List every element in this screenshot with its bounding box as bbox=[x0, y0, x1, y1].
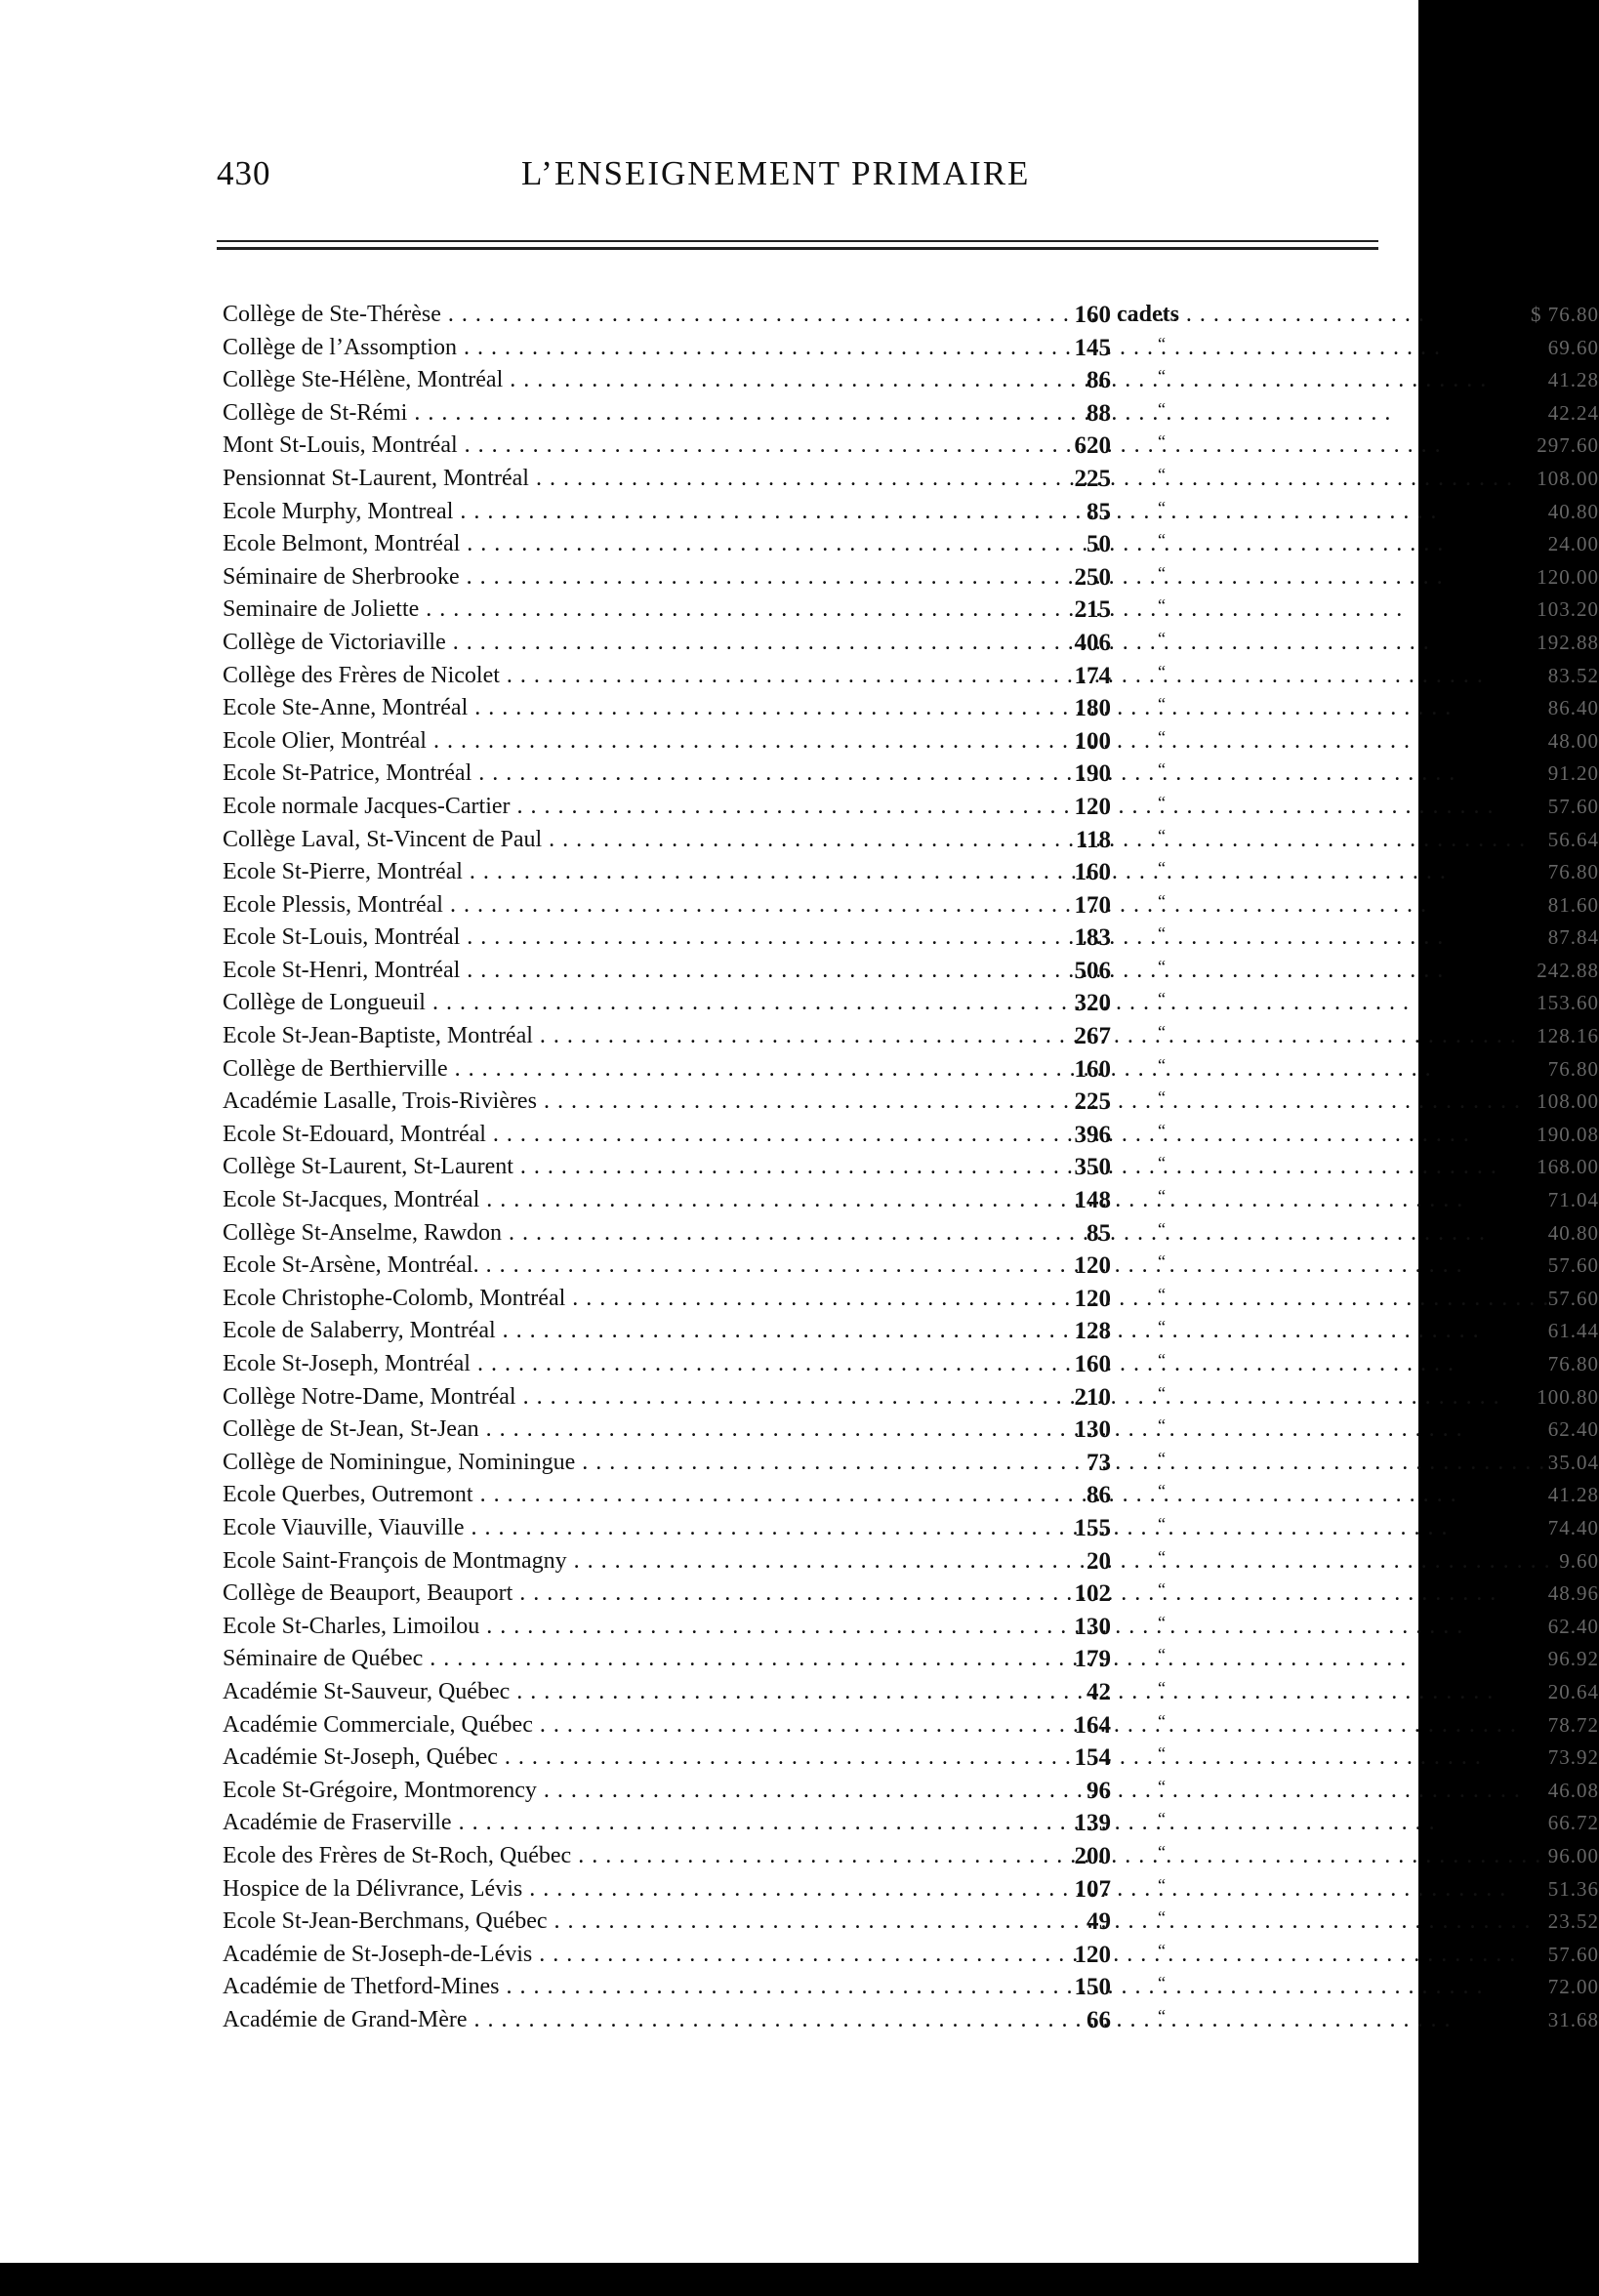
institution-name: Ecole Murphy, Montreal . . . bbox=[223, 496, 974, 529]
list-item bbox=[223, 1971, 1599, 2004]
unit-label: “ bbox=[1158, 1218, 1166, 1239]
unit-label: “ bbox=[1158, 1481, 1166, 1501]
amount: 41.28 bbox=[1547, 368, 1599, 392]
amount: 81.60 bbox=[1547, 892, 1599, 917]
institution-name: Académie de Fraserville . . . bbox=[223, 1807, 974, 1840]
institution-name: Séminaire de Sherbrooke . . . bbox=[223, 561, 974, 594]
amount: 96.00 bbox=[1547, 1843, 1599, 1867]
list-item bbox=[223, 1053, 1599, 1086]
unit-label: “ bbox=[1158, 1087, 1166, 1108]
amount: $ 76.80 bbox=[1531, 303, 1599, 326]
amount: 128.16 bbox=[1537, 1024, 1599, 1048]
list-item bbox=[223, 758, 1599, 791]
institution-name: Ecole St-Louis, Montréal . . . bbox=[223, 922, 974, 955]
running-title: L’ENSEIGNEMENT PRIMAIRE bbox=[521, 154, 1031, 192]
amount: 103.20 bbox=[1537, 597, 1599, 622]
unit-label: “ bbox=[1158, 1546, 1166, 1567]
cadet-count: 86 bbox=[1086, 367, 1111, 394]
institution-name: Ecole Belmont, Montréal . . . bbox=[223, 528, 974, 561]
cadet-count: 85 bbox=[1086, 1219, 1111, 1247]
cadet-count: 107 bbox=[1074, 1875, 1111, 1903]
institution-name: Ecole Querbes, Outremont . . . bbox=[223, 1479, 974, 1512]
list-item bbox=[223, 1315, 1599, 1348]
amount: 71.04 bbox=[1547, 1188, 1599, 1212]
cadet-count: 506 bbox=[1074, 957, 1111, 984]
unit-label: “ bbox=[1158, 366, 1166, 387]
unit-label: “ bbox=[1158, 923, 1166, 944]
institution-name: Académie de Grand-Mère . . . bbox=[223, 2004, 974, 2037]
cadet-count: 215 bbox=[1074, 596, 1111, 624]
amount: 56.64 bbox=[1547, 827, 1599, 851]
list-item bbox=[223, 1086, 1599, 1119]
cadet-count: 154 bbox=[1074, 1744, 1111, 1772]
cadet-count: 150 bbox=[1074, 1974, 1111, 2001]
list-item bbox=[223, 1119, 1599, 1152]
unit-label: “ bbox=[1158, 1776, 1166, 1796]
cadet-count: 73 bbox=[1086, 1449, 1111, 1476]
unit-label: “ bbox=[1158, 1907, 1166, 1928]
list-item bbox=[223, 1939, 1599, 1972]
amount: 91.20 bbox=[1547, 761, 1599, 786]
amount: 51.36 bbox=[1547, 1876, 1599, 1901]
amount: 108.00 bbox=[1537, 466, 1599, 490]
cadet-count: 118 bbox=[1075, 826, 1111, 853]
amount: 62.40 bbox=[1547, 1417, 1599, 1442]
amount: 57.60 bbox=[1547, 1942, 1599, 1966]
unit-label: “ bbox=[1158, 792, 1166, 812]
institution-name: Collège des Frères de Nicolet . . . bbox=[223, 660, 974, 693]
list-item bbox=[223, 2004, 1599, 2037]
cadet-count: 100 bbox=[1074, 727, 1111, 755]
cadet-count: 148 bbox=[1074, 1187, 1111, 1214]
list-item bbox=[223, 1742, 1599, 1775]
institution-name: Collège de St-Rémi . . . bbox=[223, 397, 974, 430]
amount: 76.80 bbox=[1547, 860, 1599, 884]
cadet-count: 267 bbox=[1074, 1023, 1111, 1050]
list-item bbox=[223, 364, 1599, 397]
institution-name: Pensionnat St-Laurent, Montréal . . . bbox=[223, 463, 974, 496]
list-item bbox=[223, 1283, 1599, 1316]
cadet-count: 49 bbox=[1086, 1908, 1111, 1936]
list-item bbox=[223, 430, 1599, 463]
list-item bbox=[223, 791, 1599, 824]
amount: 66.72 bbox=[1547, 1811, 1599, 1835]
cadet-count: 66 bbox=[1086, 2006, 1111, 2033]
amount: 69.60 bbox=[1547, 335, 1599, 359]
institution-name: Collège Notre-Dame, Montréal . . . bbox=[223, 1381, 974, 1414]
cadet-count: 42 bbox=[1086, 1678, 1111, 1705]
unit-label: “ bbox=[1158, 858, 1166, 879]
list-item bbox=[223, 397, 1599, 430]
cadet-count: 179 bbox=[1074, 1646, 1111, 1673]
amount: 74.40 bbox=[1547, 1515, 1599, 1539]
unit-label: “ bbox=[1158, 825, 1166, 845]
institution-name: Ecole St-Jacques, Montréal . . . bbox=[223, 1184, 974, 1217]
unit-label: “ bbox=[1158, 726, 1166, 747]
cadet-count: 225 bbox=[1074, 465, 1111, 492]
list-item bbox=[223, 987, 1599, 1020]
institution-name: Académie St-Joseph, Québec . . . bbox=[223, 1742, 974, 1775]
cadet-count: 170 bbox=[1074, 891, 1111, 919]
cadet-count: 155 bbox=[1074, 1514, 1111, 1541]
institution-name: Ecole St-Patrice, Montréal . . . bbox=[223, 758, 974, 791]
institution-name: Ecole Christophe-Colomb, Montréal . . . bbox=[223, 1283, 974, 1316]
amount: 120.00 bbox=[1537, 564, 1599, 589]
cadet-count: 160 bbox=[1074, 1055, 1111, 1083]
unit-label: “ bbox=[1158, 1940, 1166, 1960]
institution-name: Collège de Victoriaville . . . bbox=[223, 627, 974, 660]
unit-label: “ bbox=[1158, 431, 1166, 452]
unit-label: “ bbox=[1158, 1415, 1166, 1436]
cadet-count: 128 bbox=[1074, 1318, 1111, 1345]
institution-name: Académie de St-Joseph-de-Lévis . . . bbox=[223, 1939, 974, 1972]
unit-label: “ bbox=[1158, 562, 1166, 583]
cadet-count: 320 bbox=[1074, 990, 1111, 1017]
institution-name: Ecole St-Charles, Limoilou . . . bbox=[223, 1611, 974, 1644]
list-item bbox=[223, 1348, 1599, 1381]
cadet-count: 86 bbox=[1086, 1482, 1111, 1509]
unit-label: “ bbox=[1158, 1186, 1166, 1207]
cadet-count: 620 bbox=[1074, 432, 1111, 460]
cadet-count: 120 bbox=[1074, 1285, 1111, 1312]
list-item bbox=[223, 1840, 1599, 1873]
amount: 192.88 bbox=[1537, 630, 1599, 654]
institution-name: Ecole St-Pierre, Montréal . . . bbox=[223, 856, 974, 889]
institution-name: Collège St-Anselme, Rawdon . . . bbox=[223, 1217, 974, 1250]
cadet-count: 160 bbox=[1074, 859, 1111, 886]
cadet-count: 130 bbox=[1074, 1416, 1111, 1444]
institution-name: Collège de St-Jean, St-Jean . . . bbox=[223, 1414, 974, 1447]
list-item bbox=[223, 922, 1599, 955]
amount: 83.52 bbox=[1547, 663, 1599, 687]
unit-label: “ bbox=[1158, 956, 1166, 976]
list-item bbox=[223, 1545, 1599, 1578]
cadet-count: 130 bbox=[1074, 1613, 1111, 1640]
unit-label: “ bbox=[1158, 1841, 1166, 1862]
list-item bbox=[223, 1676, 1599, 1709]
unit-label: “ bbox=[1158, 1054, 1166, 1075]
unit-label: “ bbox=[1158, 1022, 1166, 1043]
list-item bbox=[223, 1447, 1599, 1480]
cadet-count: 210 bbox=[1074, 1383, 1111, 1411]
amount: 40.80 bbox=[1547, 1220, 1599, 1245]
list-item bbox=[223, 496, 1599, 529]
cadet-count: 20 bbox=[1086, 1547, 1111, 1575]
institution-name: Ecole Ste-Anne, Montréal . . . bbox=[223, 692, 974, 725]
unit-label: “ bbox=[1158, 464, 1166, 484]
cadet-count: 120 bbox=[1074, 793, 1111, 820]
unit-label: “ bbox=[1158, 333, 1166, 353]
institution-name: Séminaire de Québec . . . bbox=[223, 1643, 974, 1676]
institution-name: Ecole St-Joseph, Montréal . . . bbox=[223, 1348, 974, 1381]
institution-list bbox=[223, 299, 1599, 2036]
unit-label: “ bbox=[1158, 1973, 1166, 1993]
list-item bbox=[223, 1184, 1599, 1217]
institution-name: Collège de Berthierville . . . bbox=[223, 1053, 974, 1086]
amount: 20.64 bbox=[1547, 1679, 1599, 1703]
list-item bbox=[223, 299, 1599, 332]
amount: 78.72 bbox=[1547, 1712, 1599, 1737]
unit-label: “ bbox=[1158, 1251, 1166, 1272]
unit-label: “ bbox=[1158, 694, 1166, 715]
list-item bbox=[223, 1775, 1599, 1808]
unit-label: “ bbox=[1158, 628, 1166, 648]
institution-name: Académie St-Sauveur, Québec . . . bbox=[223, 1676, 974, 1709]
unit-label: “ bbox=[1158, 1382, 1166, 1403]
unit-label: cadets bbox=[1117, 302, 1179, 327]
institution-name: Ecole normale Jacques-Cartier . . . bbox=[223, 791, 974, 824]
institution-name: Collège de l’Assomption . . . bbox=[223, 332, 974, 365]
list-item bbox=[223, 1906, 1599, 1939]
amount: 242.88 bbox=[1537, 958, 1599, 982]
institution-name: Ecole Olier, Montréal . . . bbox=[223, 725, 974, 758]
cadet-count: 139 bbox=[1074, 1810, 1111, 1837]
institution-name: Collège de Longueuil . . . bbox=[223, 987, 974, 1020]
amount: 23.52 bbox=[1547, 1909, 1599, 1934]
list-item bbox=[223, 561, 1599, 594]
amount: 42.24 bbox=[1547, 400, 1599, 425]
list-item bbox=[223, 725, 1599, 758]
cadet-count: 190 bbox=[1074, 760, 1111, 788]
unit-label: “ bbox=[1158, 2005, 1166, 2026]
amount: 57.60 bbox=[1547, 1253, 1599, 1278]
institution-name: Ecole St-Grégoire, Montmorency . . . bbox=[223, 1775, 974, 1808]
amount: 40.80 bbox=[1547, 499, 1599, 523]
unit-label: “ bbox=[1158, 1874, 1166, 1895]
institution-name: Ecole St-Arsène, Montréal. . . . bbox=[223, 1250, 974, 1283]
unit-label: “ bbox=[1158, 890, 1166, 911]
cadet-count: 183 bbox=[1074, 924, 1111, 952]
institution-name: Collège de Nominingue, Nominingue . . . bbox=[223, 1447, 974, 1480]
unit-label: “ bbox=[1158, 1153, 1166, 1173]
cadet-count: 250 bbox=[1074, 563, 1111, 591]
list-item bbox=[223, 1643, 1599, 1676]
unit-label: “ bbox=[1158, 1448, 1166, 1468]
list-item bbox=[223, 692, 1599, 725]
cadet-count: 160 bbox=[1074, 302, 1111, 328]
list-item bbox=[223, 528, 1599, 561]
institution-name: Académie Commerciale, Québec . . . bbox=[223, 1709, 974, 1742]
list-item bbox=[223, 660, 1599, 693]
unit-label: “ bbox=[1158, 398, 1166, 419]
unit-label: “ bbox=[1158, 1743, 1166, 1764]
unit-label: “ bbox=[1158, 1710, 1166, 1731]
list-item bbox=[223, 824, 1599, 857]
cadet-count: 102 bbox=[1074, 1580, 1111, 1608]
institution-name: Mont St-Louis, Montréal . . . bbox=[223, 430, 974, 463]
page-number: 430 bbox=[217, 154, 271, 192]
cadet-count: 85 bbox=[1086, 498, 1111, 525]
amount: 48.96 bbox=[1547, 1581, 1599, 1606]
amount: 62.40 bbox=[1547, 1614, 1599, 1638]
list-item bbox=[223, 856, 1599, 889]
amount: 41.28 bbox=[1547, 1483, 1599, 1507]
list-item bbox=[223, 332, 1599, 365]
cadet-count: 406 bbox=[1074, 629, 1111, 656]
amount: 96.92 bbox=[1547, 1647, 1599, 1671]
list-item bbox=[223, 1414, 1599, 1447]
amount: 76.80 bbox=[1547, 1352, 1599, 1375]
unit-label: “ bbox=[1158, 497, 1166, 517]
amount: 57.60 bbox=[1547, 794, 1599, 818]
unit-label: “ bbox=[1158, 1645, 1166, 1665]
cadet-count: 396 bbox=[1074, 1121, 1111, 1148]
cadet-count: 120 bbox=[1074, 1252, 1111, 1280]
amount: 168.00 bbox=[1537, 1155, 1599, 1179]
header-rule-double bbox=[217, 247, 1378, 250]
institution-name: Seminaire de Joliette . . . bbox=[223, 594, 974, 627]
cadet-count: 120 bbox=[1074, 1941, 1111, 1968]
cadet-count: 164 bbox=[1074, 1711, 1111, 1739]
institution-name: Ecole St-Edouard, Montréal . . . bbox=[223, 1119, 974, 1152]
institution-name: Ecole St-Jean-Berchmans, Québec . . . bbox=[223, 1906, 974, 1939]
amount: 48.00 bbox=[1547, 728, 1599, 753]
unit-label: “ bbox=[1158, 1317, 1166, 1337]
cadet-count: 160 bbox=[1074, 1351, 1111, 1377]
list-item bbox=[223, 1381, 1599, 1414]
amount: 57.60 bbox=[1547, 1286, 1599, 1310]
amount: 73.92 bbox=[1547, 1745, 1599, 1770]
list-item bbox=[223, 1217, 1599, 1250]
cadet-count: 200 bbox=[1074, 1842, 1111, 1869]
amount: 100.80 bbox=[1537, 1384, 1599, 1409]
cadet-count: 50 bbox=[1086, 531, 1111, 558]
institution-name: Ecole Viauville, Viauville . . . bbox=[223, 1512, 974, 1545]
list-item bbox=[223, 1250, 1599, 1283]
amount: 46.08 bbox=[1547, 1778, 1599, 1802]
unit-label: “ bbox=[1158, 1350, 1166, 1370]
amount: 297.60 bbox=[1537, 433, 1599, 458]
unit-label: “ bbox=[1158, 1677, 1166, 1698]
list-item bbox=[223, 1151, 1599, 1184]
list-item bbox=[223, 1611, 1599, 1644]
list-item bbox=[223, 594, 1599, 627]
cadet-count: 225 bbox=[1074, 1088, 1111, 1116]
amount: 35.04 bbox=[1547, 1450, 1599, 1474]
amount: 153.60 bbox=[1537, 991, 1599, 1015]
unit-label: “ bbox=[1158, 1513, 1166, 1534]
institution-name: Ecole des Frères de St-Roch, Québec . . . bbox=[223, 1840, 974, 1873]
list-item bbox=[223, 1873, 1599, 1906]
list-item bbox=[223, 1512, 1599, 1545]
list-item bbox=[223, 1709, 1599, 1742]
amount: 76.80 bbox=[1547, 1056, 1599, 1081]
amount: 61.44 bbox=[1547, 1319, 1599, 1343]
amount: 9.60 bbox=[1559, 1548, 1599, 1573]
institution-name: Ecole St-Henri, Montréal . . . bbox=[223, 955, 974, 988]
amount: 72.00 bbox=[1547, 1975, 1599, 1999]
cadet-count: 180 bbox=[1074, 695, 1111, 722]
amount: 86.40 bbox=[1547, 696, 1599, 720]
list-item bbox=[223, 1479, 1599, 1512]
institution-name: Collège Ste-Hélène, Montréal . . . bbox=[223, 364, 974, 397]
list-item bbox=[223, 1807, 1599, 1840]
cadet-count: 88 bbox=[1086, 399, 1111, 427]
unit-label: “ bbox=[1158, 595, 1166, 616]
unit-label: “ bbox=[1158, 1809, 1166, 1829]
institution-name: Hospice de la Délivrance, Lévis . . . bbox=[223, 1873, 974, 1906]
amount: 24.00 bbox=[1547, 532, 1599, 556]
unit-label: “ bbox=[1158, 1612, 1166, 1632]
cadet-count: 174 bbox=[1074, 662, 1111, 689]
institution-name: Collège de Ste-Thérèse . . . bbox=[223, 299, 974, 332]
list-item bbox=[223, 627, 1599, 660]
unit-label: “ bbox=[1158, 661, 1166, 681]
cadet-count: 96 bbox=[1086, 1777, 1111, 1804]
cadet-count: 145 bbox=[1074, 334, 1111, 361]
institution-name: Académie Lasalle, Trois-Rivières . . . bbox=[223, 1086, 974, 1119]
page-header bbox=[217, 154, 1378, 203]
cadet-count: 350 bbox=[1074, 1154, 1111, 1181]
list-item bbox=[223, 1578, 1599, 1611]
unit-label: “ bbox=[1158, 989, 1166, 1009]
unit-label: “ bbox=[1158, 759, 1166, 780]
amount: 190.08 bbox=[1537, 1122, 1599, 1146]
amount: 108.00 bbox=[1537, 1089, 1599, 1114]
unit-label: “ bbox=[1158, 530, 1166, 551]
institution-name: Collège St-Laurent, St-Laurent . . . bbox=[223, 1151, 974, 1184]
institution-name: Ecole St-Jean-Baptiste, Montréal . . . bbox=[223, 1020, 974, 1053]
header-rule bbox=[217, 240, 1378, 242]
unit-label: “ bbox=[1158, 1284, 1166, 1304]
institution-name: Ecole de Salaberry, Montréal . . . bbox=[223, 1315, 974, 1348]
amount: 31.68 bbox=[1547, 2007, 1599, 2031]
amount: 87.84 bbox=[1547, 925, 1599, 950]
institution-name: Académie de Thetford-Mines . . . bbox=[223, 1971, 974, 2004]
institution-name: Ecole Saint-François de Montmagny . . . bbox=[223, 1545, 974, 1578]
institution-name: Ecole Plessis, Montréal . . . bbox=[223, 889, 974, 922]
institution-name: Collège de Beauport, Beauport . . . bbox=[223, 1578, 974, 1611]
list-item bbox=[223, 955, 1599, 988]
institution-name: Collège Laval, St-Vincent de Paul . . . bbox=[223, 824, 974, 857]
list-item bbox=[223, 889, 1599, 922]
unit-label: “ bbox=[1158, 1579, 1166, 1600]
list-item bbox=[223, 1020, 1599, 1053]
list-item bbox=[223, 463, 1599, 496]
unit-label: “ bbox=[1158, 1120, 1166, 1140]
